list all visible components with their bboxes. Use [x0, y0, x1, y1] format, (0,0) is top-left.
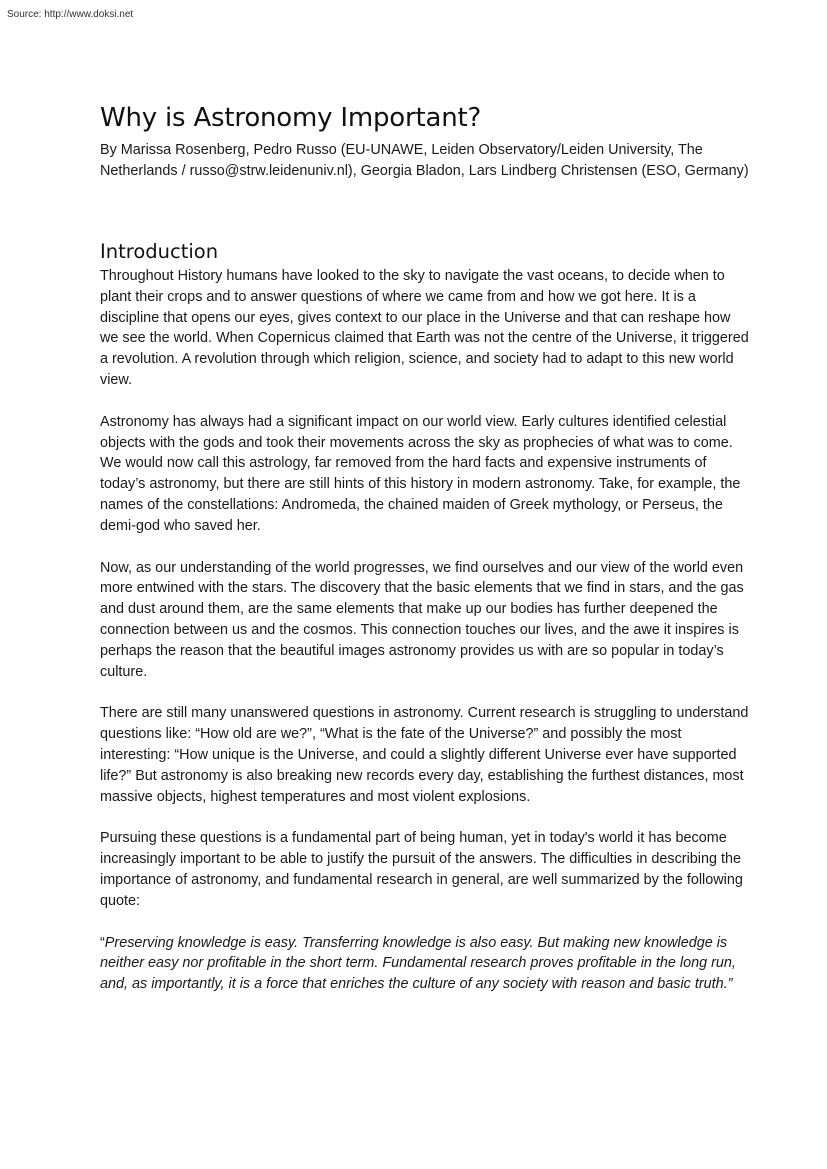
quote-text: Preserving knowledge is easy. Transferring knowledge is also easy. But making new knowledge is neither easy nor profitable in the short term. Fundamental research proves profitable in the long run, and, as importantly, it is a force that enriches the culture of any society with reason and basic truth.” [100, 934, 736, 993]
source-note: Source: http://www.doksi.net [7, 9, 134, 20]
paragraph: Now, as our understanding of the world progresses, we find ourselves and our view of the world even more entwined with the stars. The discovery that the basic elements that we find in stars, and the gas and dust around them, are the same elements that make up our bodies has further deepened the connection between us and the cosmos. This connection touches our lives, and the awe it inspires is perhaps the reason that the beautiful images astronomy provides us with are so popular in today’s culture. [100, 559, 744, 680]
paragraph: Throughout History humans have looked to the sky to navigate the vast oceans, to decide when to plant their crops and to answer questions of where we came from and how we got here. It is a discipline that opens our eyes, gives context to our place in the Universe and that can reshape how we see the world. When Copernicus claimed that Earth was not the centre of the Universe, it triggered a revolution. A revolution through which religion, science, and society had to adapt to this new world view. [100, 268, 749, 388]
paragraph: There are still many unanswered questions in astronomy. Current research is struggling to understand questions like: “How old are we?”, “What is the fate of the Universe?” and possibly the most interesting: “How unique is the Universe, and could a slightly different Universe ever have supported life?” But astronomy is also breaking new records every day, establishing the furthest distances, most massive objects, highest temperatures and most violent explosions. [100, 705, 749, 805]
author-byline: By Marissa Rosenberg, Pedro Russo (EU-UNAWE, Leiden Observatory/Leiden University, The Netherlands / russo@strw.leidenuniv.nl), Georgia Bladon, Lars Lindberg Christensen (ESO, Germany) [100, 142, 749, 179]
document-title: Why is Astronomy Important? [100, 103, 482, 133]
paragraph: Pursuing these questions is a fundamental part of being human, yet in today's world it has become increasingly important to be able to justify the pursuit of the answers. The difficulties in describing the importance of astronomy, and fundamental research in general, are well summarized by the following quote: [100, 830, 743, 909]
document-body [100, 100, 750, 995]
block-quote [100, 933, 750, 995]
paragraph: Astronomy has always had a significant impact on our world view. Early cultures identified celestial objects with the gods and took their movements across the sky as prophecies of what was to come. We would now call this astrology, far removed from the hard facts and expensive instruments of today’s astronomy, but there are still hints of this history in modern astronomy. Take, for example, the names of the constellations: Andromeda, the chained maiden of Greek mythology, or Perseus, the demi-god who saved her. [100, 413, 741, 534]
section-heading-introduction: Introduction [100, 240, 219, 263]
quote-open-mark: “ [100, 934, 105, 951]
